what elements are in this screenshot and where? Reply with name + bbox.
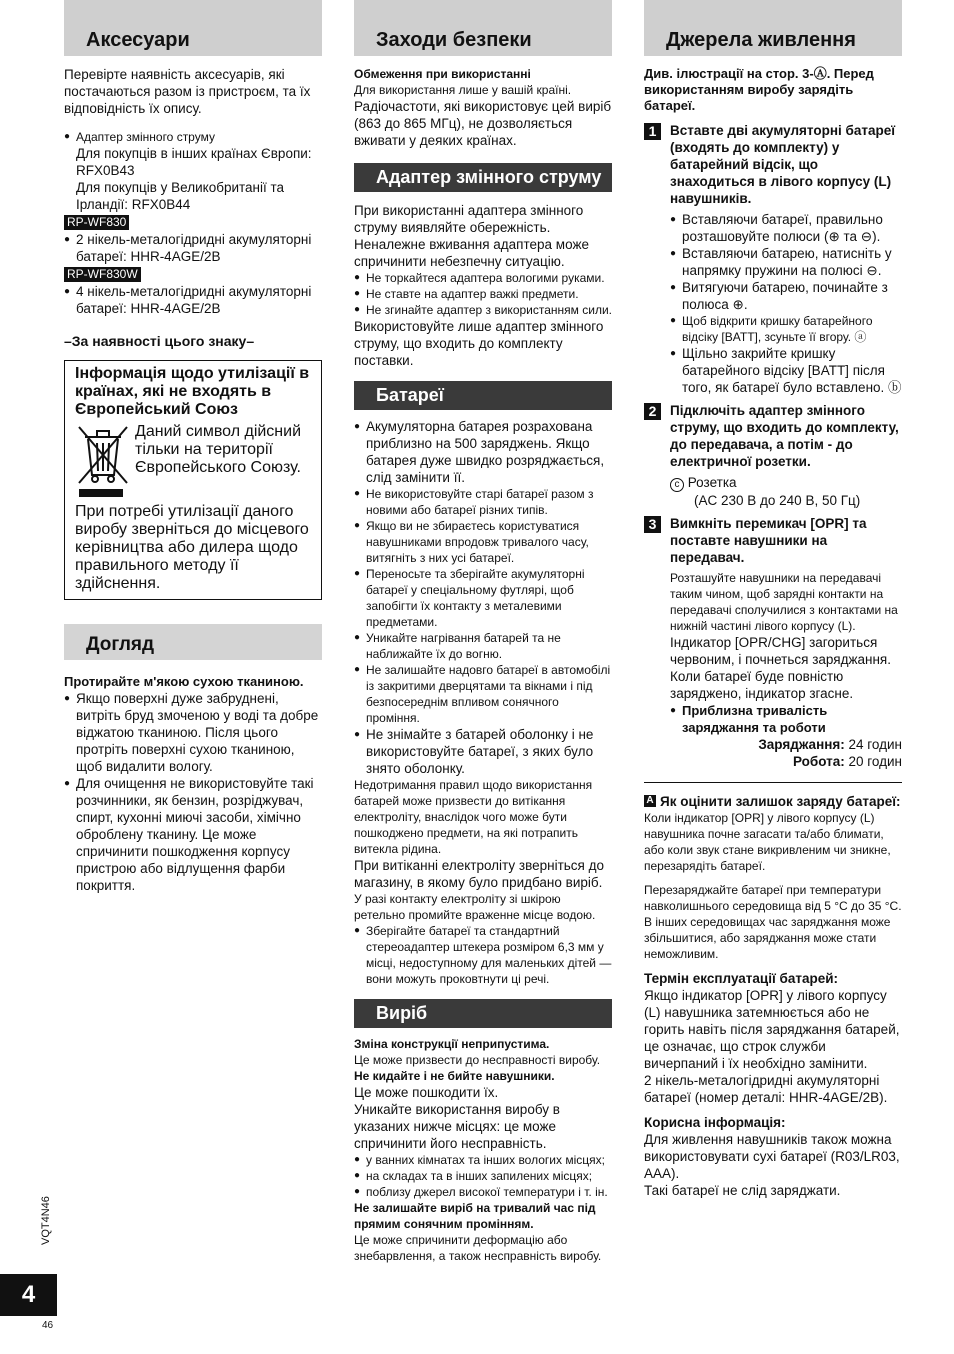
step-1-number: 1 (644, 123, 661, 140)
adapter-line-1: Для покупців в інших країнах Європи: RFX0B43 (76, 146, 312, 178)
list-item: ● 2 нікель-металогідридні акумуляторні батареї: HHR-4AGE/2B (64, 231, 322, 265)
unit-header (354, 999, 612, 1028)
list-item: ● Не торкайтеся адаптера вологими руками. (354, 270, 612, 286)
model-tag-2: RP-WF830W (64, 267, 141, 282)
list-item: ● Адаптер змінного струму (64, 129, 322, 145)
remain-title: Як оцінити залишок заряду батареї: (660, 794, 901, 809)
unit-list (354, 1152, 612, 1200)
charge-label: Заряджання: (758, 737, 845, 752)
useful-title: Корисна інформація: (644, 1115, 786, 1130)
accessories-title: Аксесуари (86, 29, 190, 51)
step-2-socket (670, 474, 902, 492)
batteries-header (354, 381, 612, 410)
list-item: ● Не ставте на адаптер важкі предмети. (354, 286, 612, 302)
batteries-title: Батареї (376, 385, 444, 405)
accessories-header (64, 0, 322, 56)
list-item: ● Якщо поверхні дуже забруднені, витріть бруд змоченою у воді та добре віджатою тканиною. Після цього протріть поверхні сухою тканиною, щоб видалити вологу. (64, 690, 322, 775)
list-item: ● Щільно закрийте кришку батарейного відсіку [BATT] після того, як батареї було вставлено. ⓑ (670, 345, 902, 396)
useful-text-2: Такі батареї не слід заряджати. (644, 1183, 841, 1198)
batteries-note-2a: При витіканні електроліту зверніться до магазину, в якому було придбано виріб. (354, 858, 604, 890)
batteries-note-2b: У разі контакту електроліту зі шкірою ретельно промийте враженне місце водою. (354, 892, 596, 922)
list-item: ● поблизу джерел високої температури і т. ін. (354, 1184, 612, 1200)
life-text-2: 2 нікель-металогідридні акумуляторні батареї (номер деталі: HHR-4AGE/2B). (644, 1073, 888, 1105)
safety-header (354, 0, 612, 56)
restriction-label: Обмеження при використанні (354, 67, 531, 81)
adapter-line-2: Для покупців у Великобританії та Ірландії: RFX0B44 (76, 180, 285, 212)
model-tag-1: RP-WF830 (64, 215, 129, 230)
batteries-list (354, 418, 612, 777)
remain-text: Коли індикатор [OPR] у лівого корпусу (L) навушника почне загасати та/або блимати, або коли звук стане викривленим чи зникне, перезарядіть батареї. (644, 811, 891, 873)
life-text: Якщо індикатор [OPR] у лівого корпусу (L) навушника затемнюється або не горить навіть після заряджання батарей, це означає, що строк служби вичерпаний і їх необхідно замінити. (644, 988, 900, 1071)
page-number-box: 4 (0, 1274, 57, 1316)
batteries-note-1: Недотримання правил щодо використання батарей може призвести до витікання електроліту, внаслідок чого може бути пошкоджено предмети, на які потрапить витекла рідина. (354, 778, 593, 856)
list-item: ● Вставляючи батареї, правильно розташовуйте полюси (⊕ та ⊖). (670, 211, 902, 245)
work-time (670, 753, 902, 770)
step-3-text: Розташуйте навушники на передавачі таким чином, щоб зарядні контакти на передавачі сполучилися з контактами на нижній частині лівого корпусу (L). (670, 571, 898, 633)
list-item: ● 4 нікель-металогідридні акумуляторні батареї: HHR-4AGE/2B (64, 283, 322, 317)
divider (644, 782, 902, 783)
list-item: ● Акумуляторна батарея розрахована приблизно на 500 заряджень. Якщо батарея дуже швидко розряджається, слід замінити її. (354, 418, 612, 486)
batteries-list-2 (354, 923, 612, 987)
mark-note: –За наявності цього знаку– (64, 333, 255, 349)
unit-text-1: Це може призвести до несправності виробу. (354, 1053, 601, 1067)
section-a-icon: A (644, 795, 656, 807)
remain-heading (644, 793, 902, 810)
power-title: Джерела живлення (666, 29, 856, 51)
step-3 (644, 515, 902, 770)
unit-bold-3: Не залишайте виріб на тривалий час під прямим сонячним промінням. (354, 1201, 596, 1231)
charge-value: 24 годин (848, 737, 902, 752)
list-item: ● у ванних кімнатах та інших вологих місцях; (354, 1152, 612, 1168)
column-right (644, 0, 902, 1199)
unit-bold-2: Не кидайте і не бийте навушники. (354, 1069, 555, 1083)
approx-list (670, 702, 902, 736)
accessories-list (64, 129, 322, 145)
work-label: Робота: (792, 754, 845, 769)
eu-symbol-row (75, 423, 313, 503)
list-item: ● на складах та в інших запилених місцях; (354, 1168, 612, 1184)
list-item: ● Щоб відкрити кришку батарейного відсіку [BATT], зсуньте її вгору. ⓐ (670, 313, 902, 345)
step-2 (644, 402, 902, 509)
unit-text-3: Уникайте використання виробу в указаних нижче місцях: це може спричинити його несправність. (354, 1102, 560, 1151)
list-item: ● Не залишайте надовго батареї в автомобілі із закритими дверцятами та вікнами і під безпосереднім впливом сонячного проміння. (354, 662, 612, 726)
page-number-small: 46 (42, 1320, 54, 1331)
model2-list (64, 283, 322, 317)
work-value: 20 годин (848, 754, 902, 769)
step-3-title: Вимкніть перемикач [OPR] та поставте навушники на передавач. (670, 516, 867, 565)
step-2-title: Підключіть адаптер змінного струму, що входить до комплекту, до передавача, а потім - до електричної розетки. (670, 403, 899, 469)
power-lead: Див. ілюстрації на стор. 3-Ⓐ. Перед використанням виробу зарядіть батареї. (644, 66, 874, 113)
eu-disposal-box (64, 360, 322, 600)
list-item: ● Не використовуйте старі батареї разом з новими або батареї різних типів. (354, 486, 612, 518)
step-1 (644, 122, 902, 396)
step-3-number: 3 (644, 516, 661, 533)
power-header (644, 0, 902, 56)
safety-title: Заходи безпеки (376, 29, 532, 51)
life-title: Термін експлуатації батарей: (644, 971, 839, 986)
care-title: Догляд (86, 634, 155, 655)
unit-title: Виріб (376, 1003, 428, 1023)
label-c-icon: c (670, 478, 684, 492)
list-item: ● Не знімайте з батарей оболонку і не використовуйте батареї, з яких було знято оболонку. (354, 726, 612, 777)
recharge-text: Перезаряджайте батареї при температури навколишнього середовища від 5 °C до 35 °C. В інших середовищах час заряджання може збільшитися, або заряджання може стати неможливим. (644, 883, 902, 961)
list-item: ● Зберігайте батареї та стандартний стереоадаптер штекера розміром 6,3 мм у місці, недоступному для маленьких дітей — вони можуть проковтнути ці речі. (354, 923, 612, 987)
weee-bin-icon (75, 423, 131, 503)
adapter-text-2: Використовуйте лише адаптер змінного струму, що входить до комплекту поставки. (354, 319, 604, 368)
column-left (64, 0, 322, 894)
list-item: ● Витягуючи батарею, починайте з полюса ⊕. (670, 279, 902, 313)
unit-bold-1: Зміна конструкції неприпустима. (354, 1037, 550, 1051)
eu-text: При потребі утилізації даного виробу зверніться до місцевого керівництва або дилера щодо правильного методу її здійснення. (75, 503, 309, 592)
care-header (64, 624, 322, 660)
socket-spec: (AC 230 В до 240 В, 50 Гц) (694, 493, 861, 508)
care-lead: Протирайте м'якою сухою тканиною. (64, 674, 304, 689)
list-item: ● Вставляючи батарею, натисніть у напрямку пружини на полюсі ⊖. (670, 245, 902, 279)
document-code: VQT4N46 (40, 1196, 52, 1245)
adapter-list (354, 270, 612, 318)
adapter-text: При використанні адаптера змінного струму виявляйте обережність. Неналежне вживання адаптера може спричинити небезпечну ситуацію. (354, 203, 589, 269)
step-2-number: 2 (644, 403, 661, 420)
useful-text: Для живлення навушників також можна використовувати сухі батареї (R03/LR03, AAA). (644, 1132, 900, 1181)
restriction-line-2: Радіочастоти, які використовує цей виріб (863 до 865 МГц), не дозволяється вживати у деяких країнах. (354, 99, 612, 148)
eu-title: Інформація щодо утилізації в країнах, які не входять в Європейський Союз (75, 365, 310, 418)
charge-time (670, 736, 902, 753)
step-3-text-2: Індикатор [OPR/CHG] загориться червоним, і почнеться заряджання. Коли батареї буде повністю заряджено, індикатор згасне. (670, 635, 891, 701)
restriction-line-1: Для використання лише у вашій країні. (354, 83, 572, 97)
unit-text-4: Це може спричинити деформацію або знебарвлення, а також несправність виробу. (354, 1233, 602, 1263)
list-item: ● Уникайте нагрівання батарей та не наближайте їх до вогню. (354, 630, 612, 662)
list-item: ● Переносьте та зберігайте акумуляторні батареї у спеціальному футлярі, щоб запобігти їх контакту з металевими предметами. (354, 566, 612, 630)
accessories-intro: Перевірте наявність аксесуарів, які постачаються разом із пристроєм, та їх відповідність їх опису. (64, 67, 311, 116)
care-list (64, 690, 322, 894)
socket-label: Розетка (687, 475, 737, 490)
adapter-title: Адаптер змінного струму (376, 167, 602, 187)
adapter-header (354, 163, 612, 192)
step-1-title: Вставте дві акумуляторні батареї (входять до комплекту) у батарейний відсік, що знаходиться в лівого корпусу (L) навушників. (670, 123, 896, 206)
unit-text-2: Це може пошкодити їх. (354, 1085, 499, 1100)
list-item: ● Приблизна тривалість заряджання та роботи (670, 702, 902, 736)
column-middle (354, 0, 612, 1264)
eu-symbol-text: Даний символ дійсний тільки на території Європейського Союзу. (135, 423, 302, 476)
step-1-list (670, 211, 902, 396)
list-item: ● Для очищення не використовуйте такі розчинники, як бензин, розріджувач, спирт, кухонні миючі засоби, хімічно оброблену тканину. Це може спричинити пошкодження корпусу пристрою або відлущення фарби покриття. (64, 775, 322, 894)
model1-list (64, 231, 322, 265)
list-item: ● Не згинайте адаптер з використанням сили. (354, 302, 612, 318)
list-item: ● Якщо ви не збираєтесь користуватися навушниками впродовж тривалого часу, витягніть з них усі батареї. (354, 518, 612, 566)
